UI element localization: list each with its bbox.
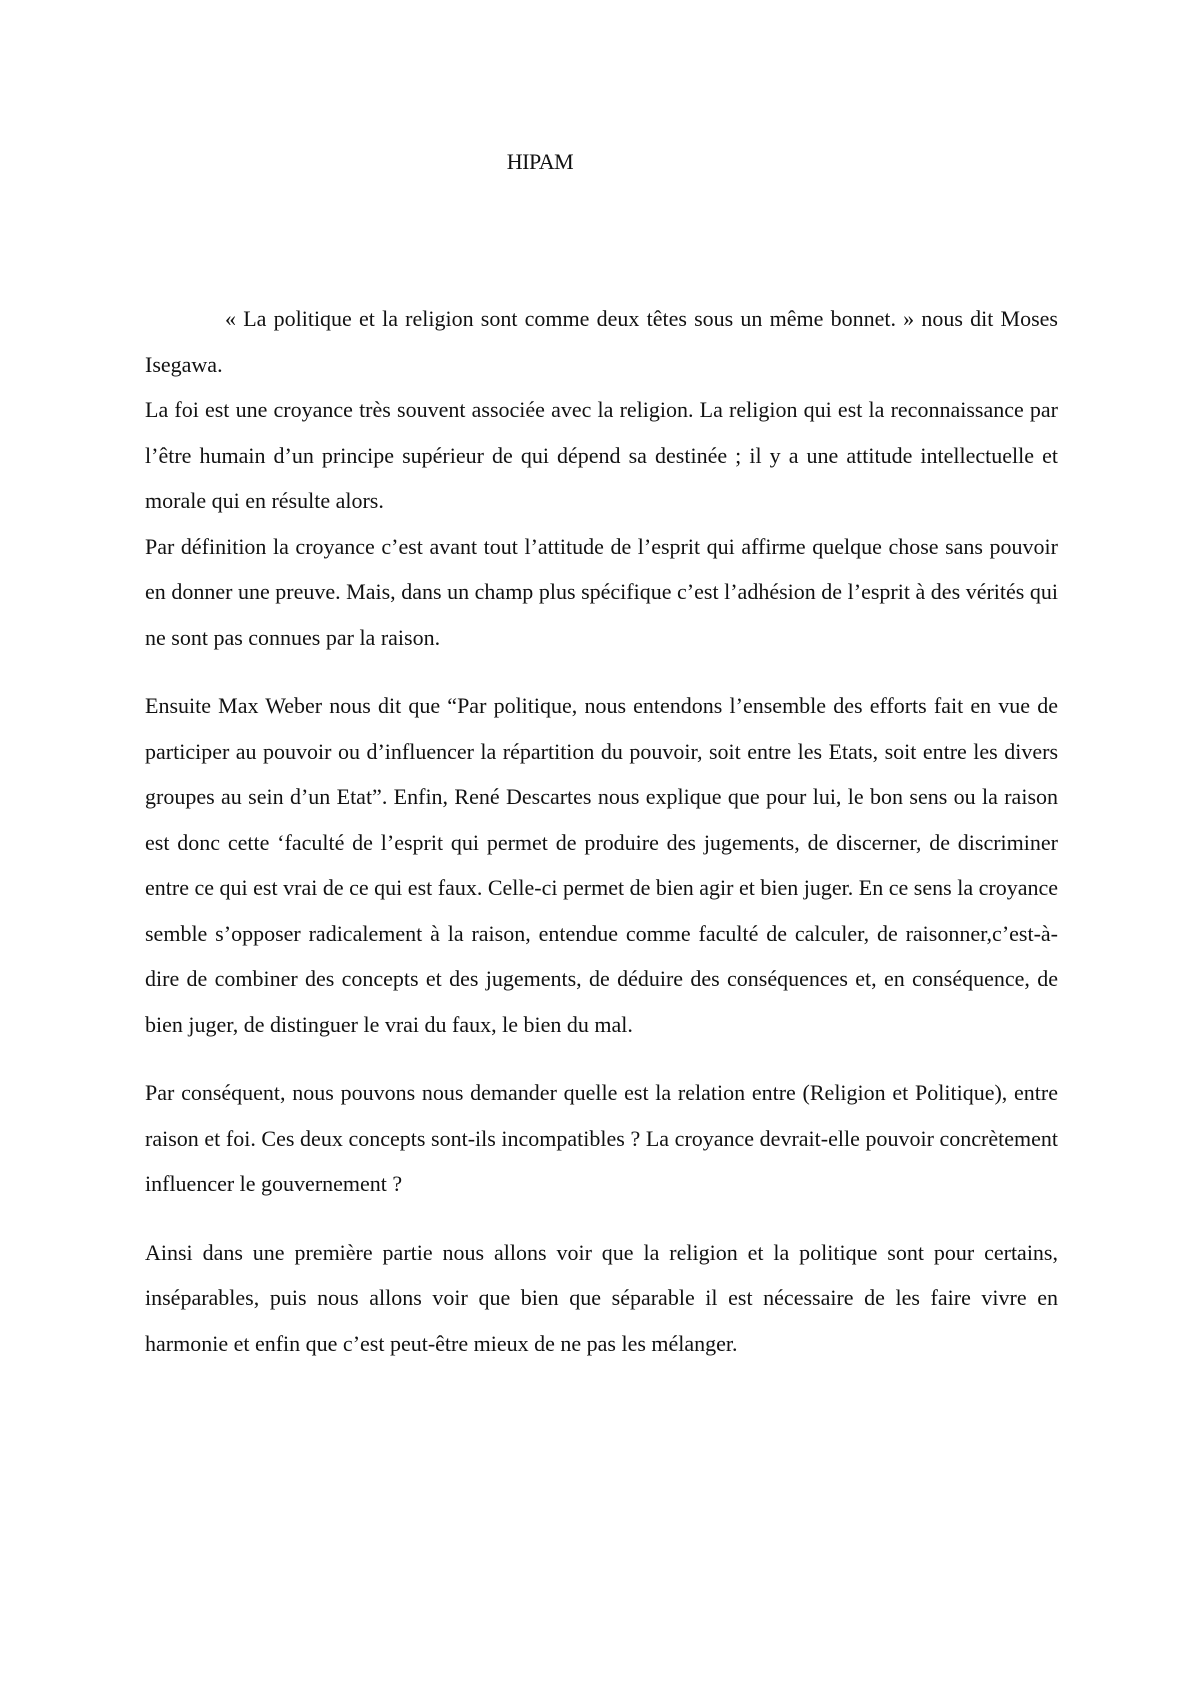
politics-reason-paragraph: Ensuite Max Weber nous dit que “Par politique, nous entendons l’ensemble des efforts fait en vue de participer au pouvoir ou d’influencer la répartition du pouvoir, soit entre les Etats, soit entre les divers groupes au sein d’un Etat”. Enfin, René Descartes nous explique que pour lui, le bon sens ou la raison est donc cette ‘faculté de l’esprit qui permet de produire des jugements, de discerner, de discriminer entre ce qui est vrai de ce qui est faux. Celle-ci permet de bien agir et bien juger. En ce sens la croyance semble s’opposer radicalement à la raison, entendue comme faculté de calculer, de raisonner,c’est-à-dire de combiner des concepts et des jugements, de déduire des conséquences et, en conséquence, de bien juger, de distinguer le vrai du faux, le bien du mal. xyxy=(145,693,1058,1037)
paragraph-spacer xyxy=(145,1207,1058,1230)
plan-announcement-paragraph: Ainsi dans une première partie nous allons voir que la religion et la politique sont pour certains, inséparables, puis nous allons voir que bien que séparable il est nécessaire de les faire vivre en harmonie et enfin que c’est peut-être mieux de ne pas les mélanger. xyxy=(145,1239,1058,1356)
belief-definition-paragraph: Par définition la croyance c’est avant tout l’attitude de l’esprit qui affirme quelque chose sans pouvoir en donner une preuve. Mais, dans un champ plus spécifique c’est l’adhésion de l’esprit à des vérités qui ne sont pas connues par la raison. xyxy=(145,533,1058,650)
faith-definition-paragraph: La foi est une croyance très souvent associée avec la religion. La religion qui est la reconnaissance par l’être humain d’un principe supérieur de qui dépend sa destinée ; il y a une attitude intellectuelle et morale qui en résulte alors. xyxy=(145,397,1058,513)
opening-quote-paragraph: « La politique et la religion sont comme deux têtes sous un même bonnet. » nous dit Moses Isegawa. xyxy=(145,306,1058,377)
paragraph-spacer xyxy=(145,1047,1058,1070)
paragraph-spacer xyxy=(145,660,1058,683)
document-body xyxy=(145,296,1058,1366)
problematic-paragraph: Par conséquent, nous pouvons nous demander quelle est la relation entre (Religion et Politique), entre raison et foi. Ces deux concepts sont-ils incompatibles ? La croyance devrait-elle pouvoir concrètement influencer le gouvernement ? xyxy=(145,1080,1058,1196)
document-title: HIPAM xyxy=(506,149,574,174)
